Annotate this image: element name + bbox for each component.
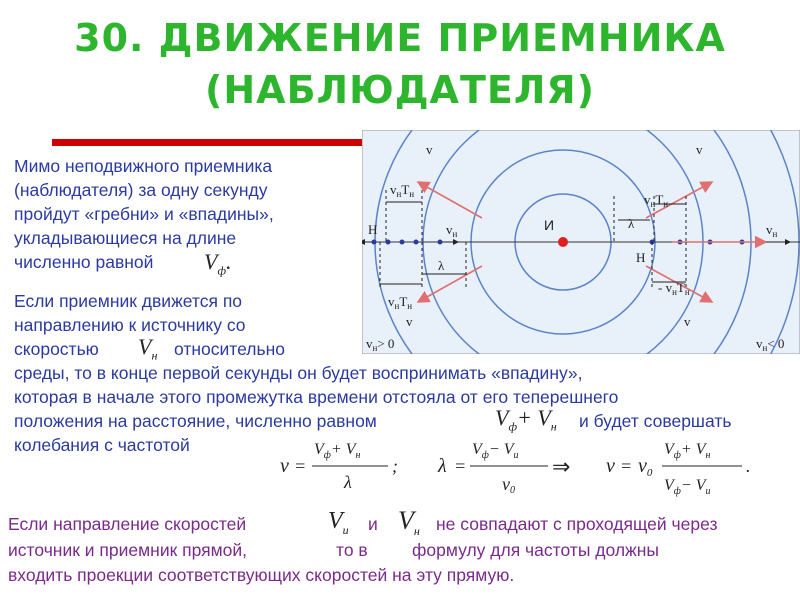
para3-line2a: источник и приемник прямой,	[8, 540, 248, 560]
svg-text:vнTн: $v_нT_н$	[388, 294, 413, 311]
label-vnTn-bottom-right: - v	[658, 280, 673, 295]
label-vnTn-bottom-left: v	[388, 294, 395, 309]
svg-text:- vнTн: - $v_нT_н$	[658, 280, 690, 297]
label-cond-right: v	[756, 336, 763, 351]
para2-line1: Если приемник движется по	[14, 291, 243, 311]
svg-text:Vф+ Vн: $V_ф+ V_н$	[664, 441, 711, 461]
label-vn-axis-right: v	[766, 222, 773, 237]
svg-text:Vф+ Vн: $V_ф+ V_н$	[314, 441, 361, 461]
svg-text:λ: λ	[438, 455, 447, 477]
para3-line3: входить проекции соответствующих скоростей на эту прямую.	[8, 565, 515, 585]
svg-text:Vф− Vи: $V_ф- V_и$	[664, 477, 711, 497]
para3-line2c: формулу для частоты должны	[412, 540, 659, 560]
svg-text:;: ;	[392, 456, 398, 476]
para1-line3: пройдут «гребни» и «впадины»,	[14, 204, 274, 224]
svg-text:ν0: $\nu_0$	[638, 455, 653, 479]
svg-text:.: .	[746, 456, 751, 476]
para2-line6a: положения на расстояние, численно равном	[14, 411, 377, 431]
para2-line3b: относительно	[174, 339, 285, 359]
svg-text:ν: ν	[606, 455, 615, 477]
para1-line1: Мимо неподвижного приемника	[14, 156, 273, 176]
para2-line4: среды, то в конце первой секунды он будет воспринимать «впадину»,	[14, 363, 583, 383]
svg-text:=: =	[454, 456, 467, 476]
para1-line2: (наблюдателя) за одну секунду	[14, 180, 268, 200]
label-vnTn-top-left: v	[390, 182, 397, 197]
label-v-bottom-right: v	[684, 314, 691, 329]
formula-v-phi: $V_ф$.	[204, 249, 232, 278]
accent-divider	[52, 139, 364, 146]
para2-line7: колебания с частотой	[14, 435, 190, 455]
para2-line2: направлению к источнику со	[14, 315, 246, 335]
para1-line5: численно равной	[14, 252, 154, 272]
formula-v-u: $V_и$	[328, 508, 349, 537]
page-title-line2: (НАБЛЮДАТЕЛЯ)	[204, 68, 596, 112]
svg-text:Vф− Vи: $V_ф- V_и$	[472, 441, 519, 461]
source-label: И	[544, 217, 555, 233]
svg-text:ν0: ν0	[502, 474, 515, 496]
svg-text:vн> 0: $v_н> 0$	[366, 336, 395, 353]
formula-v-n2: $V_н$	[398, 506, 420, 539]
svg-text:⇒: ⇒	[552, 454, 571, 479]
svg-text:vнTн: $v_нT_н$	[644, 192, 669, 209]
formula-row	[280, 432, 800, 504]
svg-text:=: =	[620, 456, 633, 476]
svg-text:vн: $v_н$	[766, 222, 778, 239]
formula-v-n: $V_н$	[138, 334, 158, 363]
label-cond-left: v	[366, 336, 373, 351]
doppler-diagram	[362, 130, 800, 354]
para2-line6b: и будет совершать	[579, 411, 732, 431]
svg-text:ν: ν	[280, 455, 289, 477]
para2-line3a: скоростью	[14, 339, 99, 359]
label-observer-right: Н	[636, 250, 646, 265]
svg-text:vнTн: $v_нT_н$	[390, 182, 415, 199]
svg-text:=: =	[294, 456, 307, 476]
para2-line5: которая в начале этого промежутка времени отстояла от его теперешнего	[14, 387, 619, 407]
svg-text:λ: λ	[344, 472, 352, 492]
label-vn-axis-left: v	[446, 222, 453, 237]
svg-text:vн: $v_н$	[446, 222, 458, 239]
para1-line4: укладывающиеся на длине	[14, 228, 237, 248]
para3-line2b: то в	[336, 540, 368, 560]
label-v-top-right: v	[696, 142, 703, 157]
label-lambda-bottom: λ	[438, 258, 445, 273]
para3-line1a: Если направление скоростей	[8, 514, 247, 534]
formula-sum: $V_ф+ V_н$	[495, 405, 557, 434]
svg-text:vн< 0: $v_н< 0$	[756, 336, 785, 353]
para3-line1b: и	[368, 514, 378, 534]
label-observer-left: Н	[368, 222, 378, 237]
page-title-line1: 30. ДВИЖЕНИЕ ПРИЕМНИКА	[74, 16, 726, 60]
source-dot	[558, 237, 568, 247]
label-lambda-top: λ	[628, 216, 635, 231]
label-v-top-left: v	[426, 142, 433, 157]
label-vnTn-top-right: v	[644, 192, 651, 207]
para3-line1c: не совпадают с проходящей через	[436, 514, 718, 534]
label-v-bottom-left: v	[406, 314, 413, 329]
